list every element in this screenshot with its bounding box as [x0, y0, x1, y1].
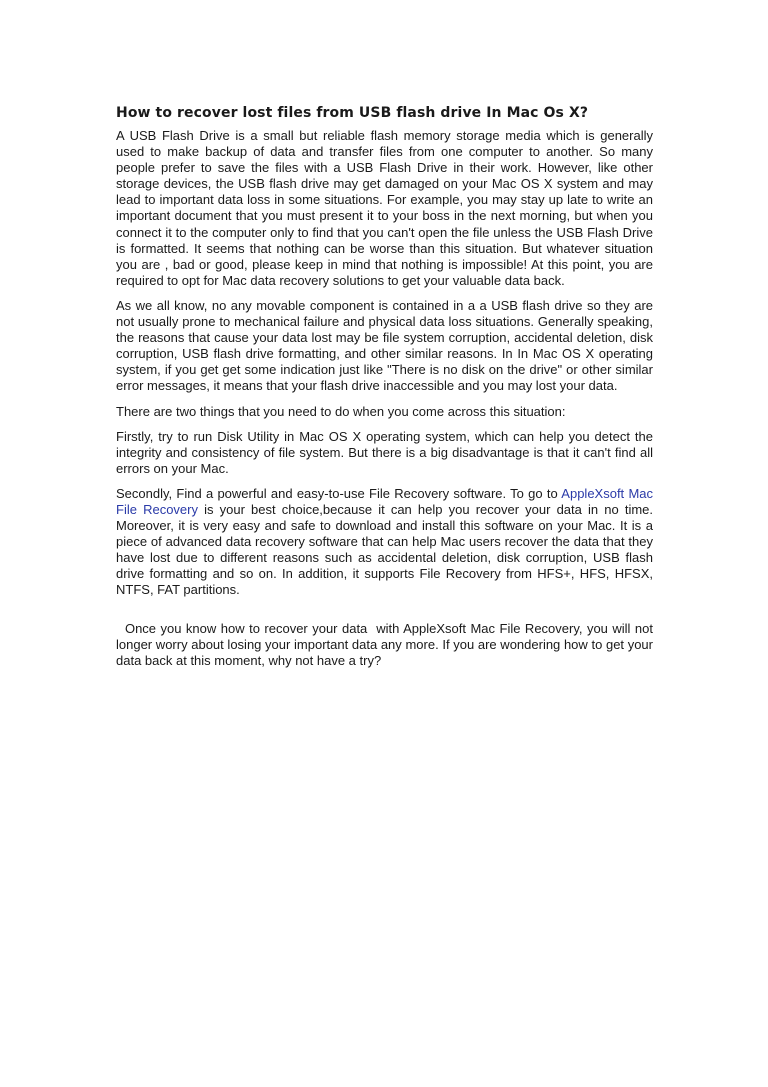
document-title: How to recover lost files from USB flash drive In Mac Os X?	[116, 105, 589, 121]
paragraph-secondly-lead: Secondly, Find a powerful and easy-to-use File Recovery software. To go to	[116, 485, 562, 501]
paragraph-causes: As we all know, no any movable component is contained in a a USB flash drive so they are not usually prone to mechanical failure and physical data loss situations. Generally speaking, the reasons that cause your data lost may be file system corruption, accidental deletion, disk corruption, USB flash drive formatting, and other similar reasons. In In Mac OS X operating system, if you get get some indication just like "There is no disk on the drive" or other similar error messages, it means that your flash drive inaccessible and you may lost your data.	[116, 297, 653, 394]
paragraph-secondly	[116, 486, 653, 599]
applexsoft-link[interactable]: AppleXsoft Mac File Recovery	[116, 485, 653, 517]
paragraph-conclusion: Once you know how to recover your data with AppleXsoft Mac File Recovery, you will not longer worry about losing your important data any more. If you are wondering how to get your data back at this moment, why not have a try?	[116, 620, 657, 668]
paragraph-firstly: Firstly, try to run Disk Utility in Mac OS X operating system, which can help you detect the integrity and consistency of file system. But there is a big disadvantage is that it can't find all errors on your Mac.	[116, 428, 653, 476]
paragraph-secondly-rest: is your best choice,because it can help you recover your data in no time. Moreover, it is very easy and safe to download and install this software on your Mac. It is a piece of advanced data recovery software that can help Mac users recover the data that they have lost due to different reasons such as accidental deletion, disk corruption, USB flash drive formatting and so on. In addition, it supports File Recovery from HFS+, HFS, HFSX, NTFS, FAT partitions.	[116, 501, 653, 598]
paragraph-two-things: There are two things that you need to do when you come across this situation:	[116, 403, 566, 419]
paragraph-intro: A USB Flash Drive is a small but reliable flash memory storage media which is generally used to make backup of data and transfer files from one computer to another. So many people prefer to save the files with a USB Flash Drive in their work. However, like other storage devices, the USB flash drive may get damaged on your Mac OS X system and may lead to important data loss in some situations. For example, you may stay up late to write an important document that you must present it to your boss in the next morning, but when you connect it to the computer only to find that you can't open the file unless the USB Flash Drive is formatted. It seems that nothing can be worse than this situation. But whatever situation you are , bad or good, please keep in mind that nothing is impossible! At this point, you are required to opt for Mac data recovery solutions to get your valuable data back.	[116, 128, 653, 288]
document-page	[116, 104, 657, 678]
